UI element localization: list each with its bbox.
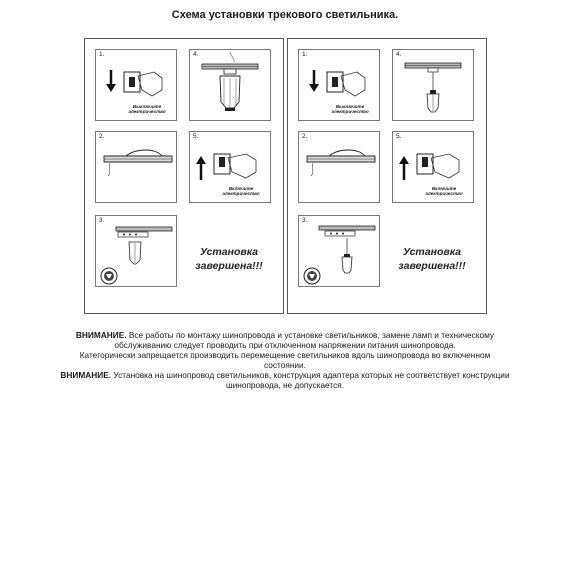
notice-text: Все работы по монтажу шинопровода и установке светильников, замене ламп и техническому обслуживанию следует проводить при отключенном напряжении питания шинопровода. [114,330,495,350]
step-number: 5. [396,133,402,140]
track-rail-illustration [299,132,379,202]
installation-complete-text: Установка завершена!!! [195,246,263,272]
step-1-switch-off [298,49,380,121]
step-number: 5. [193,133,199,140]
notice-paragraph-3 [60,370,510,390]
step-4-hang-lamp [189,49,271,121]
document-title: Схема установки трекового светильника. [171,9,399,21]
step-caption: Выключите электричество [128,104,166,115]
step-number: 1. [99,51,105,58]
track-rail-illustration [96,132,176,202]
left-instruction-panel [84,38,284,314]
step-2-install-track [95,131,177,203]
notice-paragraph-1 [60,330,510,350]
step-number: 3. [99,217,105,224]
step-1-switch-off [95,49,177,121]
step-caption: Включите электричество [425,186,463,197]
pendant-attach-illustration [299,216,379,286]
safety-notice [60,330,510,390]
notice-paragraph-2 [60,350,510,370]
right-instruction-panel [287,38,487,314]
step-number: 4. [193,51,199,58]
step-5-switch-on [392,131,474,203]
notice-warning-label: ВНИМАНИЕ. [60,370,112,380]
step-4-hang-pendant [392,49,474,121]
step-3-attach-lamp [95,215,177,287]
notice-text: Установка на шинопровод светильников, конструкция адаптера которых не соответствует конструкции шинопровода, не допускается. [113,370,510,390]
installation-complete-text: Установка завершена!!! [398,246,466,272]
step-2-install-track [298,131,380,203]
pendant-mount-illustration [393,50,473,120]
step-number: 4. [396,51,402,58]
step-caption: Включите электричество [222,186,260,197]
step-number: 2. [302,133,308,140]
lamp-mount-illustration [190,50,270,120]
step-number: 3. [302,217,308,224]
step-3-attach-pendant [298,215,380,287]
notice-text: Категорически запрещается производить перемещение светильников вдоль шинопровода во включенном состоянии. [79,350,491,370]
step-caption: Выключите электричество [331,104,369,115]
step-number: 1. [302,51,308,58]
step-5-switch-on [189,131,271,203]
lamp-attach-illustration [96,216,176,286]
step-number: 2. [99,133,105,140]
notice-warning-label: ВНИМАНИЕ. [75,330,127,340]
